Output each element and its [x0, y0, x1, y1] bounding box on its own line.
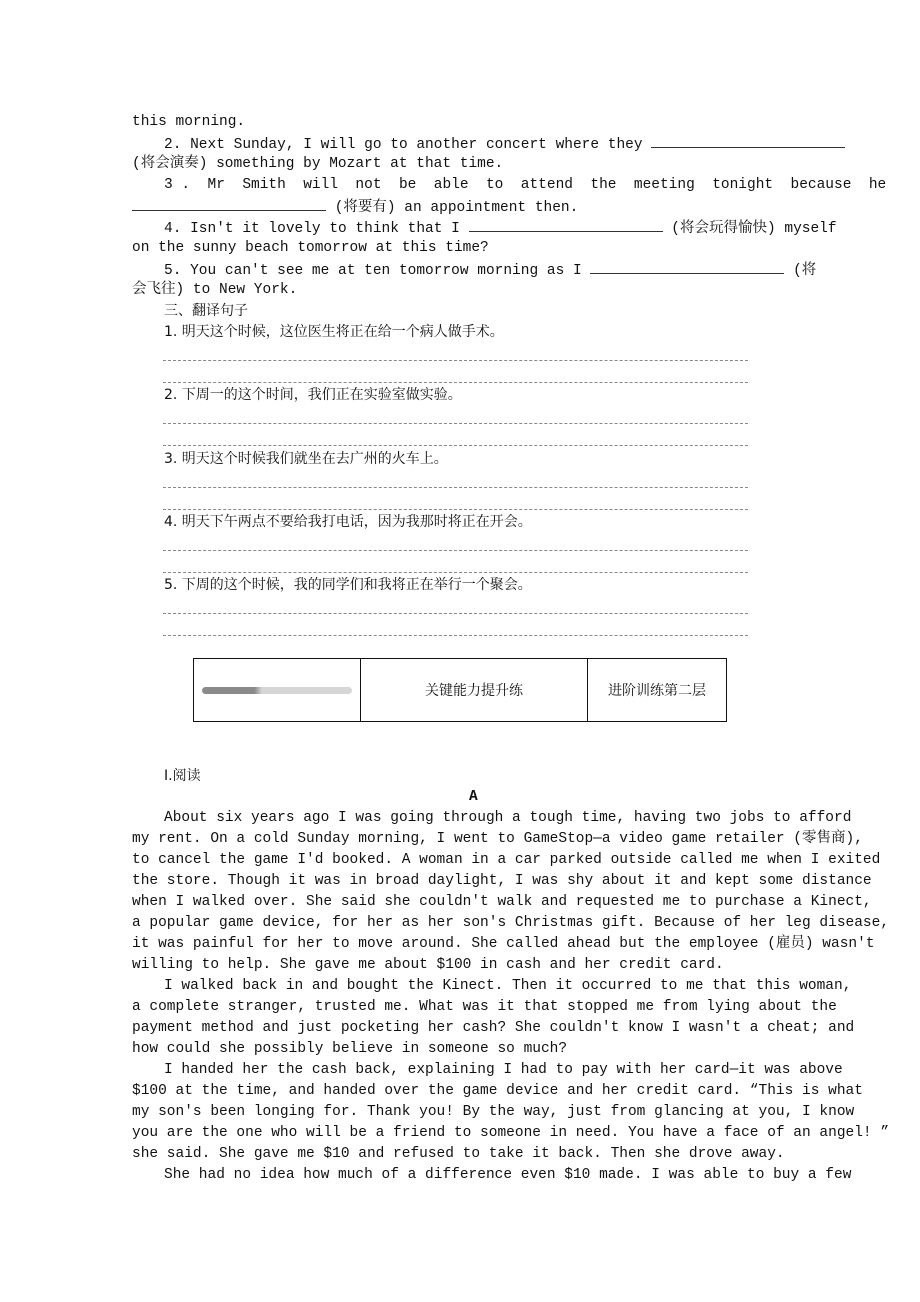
banner-center: 关键能力提升练 [361, 659, 588, 722]
passage-line: She had no idea how much of a difference even $10 made. I was able to buy a few [164, 1167, 852, 1183]
passage-line: About six years ago I was going through a tough time, having two jobs to afford [164, 810, 852, 826]
q4-line [164, 217, 837, 240]
answer-line[interactable] [163, 360, 748, 361]
answer-line[interactable] [163, 423, 748, 424]
answer-line[interactable] [163, 445, 748, 446]
q3-hint: (将要有) an appointment then. [334, 200, 579, 216]
passage-line: when I walked over. She said she couldn't walk and requested me to purchase a Kinect, [132, 894, 872, 910]
passage-line: $100 at the time, and handed over the game device and her credit card. “This is what [132, 1083, 863, 1099]
q5-line [164, 259, 816, 282]
answer-line[interactable] [163, 635, 748, 636]
answer-line[interactable] [163, 572, 748, 573]
answer-line[interactable] [163, 487, 748, 488]
answer-line[interactable] [163, 382, 748, 383]
passage-label: A [469, 789, 478, 805]
passage-line: my son's been longing for. Thank you! By the way, just from glancing at you, I know [132, 1104, 855, 1120]
translation-item-3: 3. 明天这个时候我们就坐在去广州的火车上。 [164, 451, 448, 467]
progress-bar-cell [194, 659, 361, 722]
q2-line [164, 133, 845, 156]
q1-tail: this morning. [132, 114, 246, 130]
q2-blank[interactable] [651, 133, 845, 148]
translation-item-1: 1. 明天这个时候，这位医生将正在给一个病人做手术。 [164, 324, 504, 340]
progress-bar-graphic [202, 687, 352, 694]
q3-blank[interactable] [132, 196, 326, 211]
q5-cont: 会飞往) to New York. [132, 282, 298, 298]
reading-section-title: Ⅰ.阅读 [164, 768, 201, 784]
answer-line[interactable] [163, 550, 748, 551]
passage-line: I handed her the cash back, explaining I had to pay with her card—it was above [164, 1062, 843, 1078]
q4-hint: (将会玩得愉快) myself [671, 221, 837, 237]
passage-line: it was painful for her to move around. She called ahead but the employee (雇员) wasn't [132, 936, 875, 952]
passage-line: a popular game device, for her as her son's Christmas gift. Because of her leg disease, [132, 915, 890, 931]
translation-heading: 三、翻译句子 [164, 303, 248, 319]
translation-item-4: 4. 明天下午两点不要给我打电话，因为我那时将正在开会。 [164, 514, 532, 530]
banner-right: 进阶训练第二层 [588, 659, 727, 722]
q5-text: 5. You can't see me at ten tomorrow morning as I [164, 263, 582, 279]
q2-hint: (将会演奏) something by Mozart at that time. [132, 156, 504, 172]
q4-blank[interactable] [469, 217, 663, 232]
translation-item-5: 5. 下周的这个时候，我的同学们和我将正在举行一个聚会。 [164, 577, 532, 593]
passage-line: my rent. On a cold Sunday morning, I went to GameStop—a video game retailer (零售商), [132, 831, 863, 847]
q3-line [132, 196, 578, 219]
passage-line: willing to help. She gave me about $100 in cash and her credit card. [132, 957, 724, 973]
passage-line: to cancel the game I'd booked. A woman in a car parked outside called me when I exited [132, 852, 881, 868]
q5-blank[interactable] [590, 259, 784, 274]
translation-item-2: 2. 下周一的这个时间，我们正在实验室做实验。 [164, 387, 462, 403]
passage-line: you are the one who will be a friend to someone in need. You have a face of an angel! ” [132, 1125, 890, 1141]
passage-line: I walked back in and bought the Kinect. Then it occurred to me that this woman, [164, 978, 852, 994]
answer-line[interactable] [163, 613, 748, 614]
level-banner [193, 658, 727, 722]
passage-line: how could she possibly believe in someone so much? [132, 1041, 568, 1057]
q5-hint: (将 [793, 263, 817, 279]
passage-line: a complete stranger, trusted me. What was it that stopped me from lying about the [132, 999, 837, 1015]
passage-line: she said. She gave me $10 and refused to take it back. Then she drove away. [132, 1146, 785, 1162]
q2-text: 2. Next Sunday, I will go to another concert where they [164, 137, 643, 153]
passage-line: the store. Though it was in broad daylight, I was shy about it and kept some distance [132, 873, 872, 889]
answer-line[interactable] [163, 509, 748, 510]
q3-text: 3 . Mr Smith will not be able to attend the meeting tonight because he [164, 177, 887, 193]
q4-text: 4. Isn't it lovely to think that I [164, 221, 460, 237]
passage-line: payment method and just pocketing her cash? She couldn't know I wasn't a cheat; and [132, 1020, 855, 1036]
q4-cont: on the sunny beach tomorrow at this time? [132, 240, 489, 256]
